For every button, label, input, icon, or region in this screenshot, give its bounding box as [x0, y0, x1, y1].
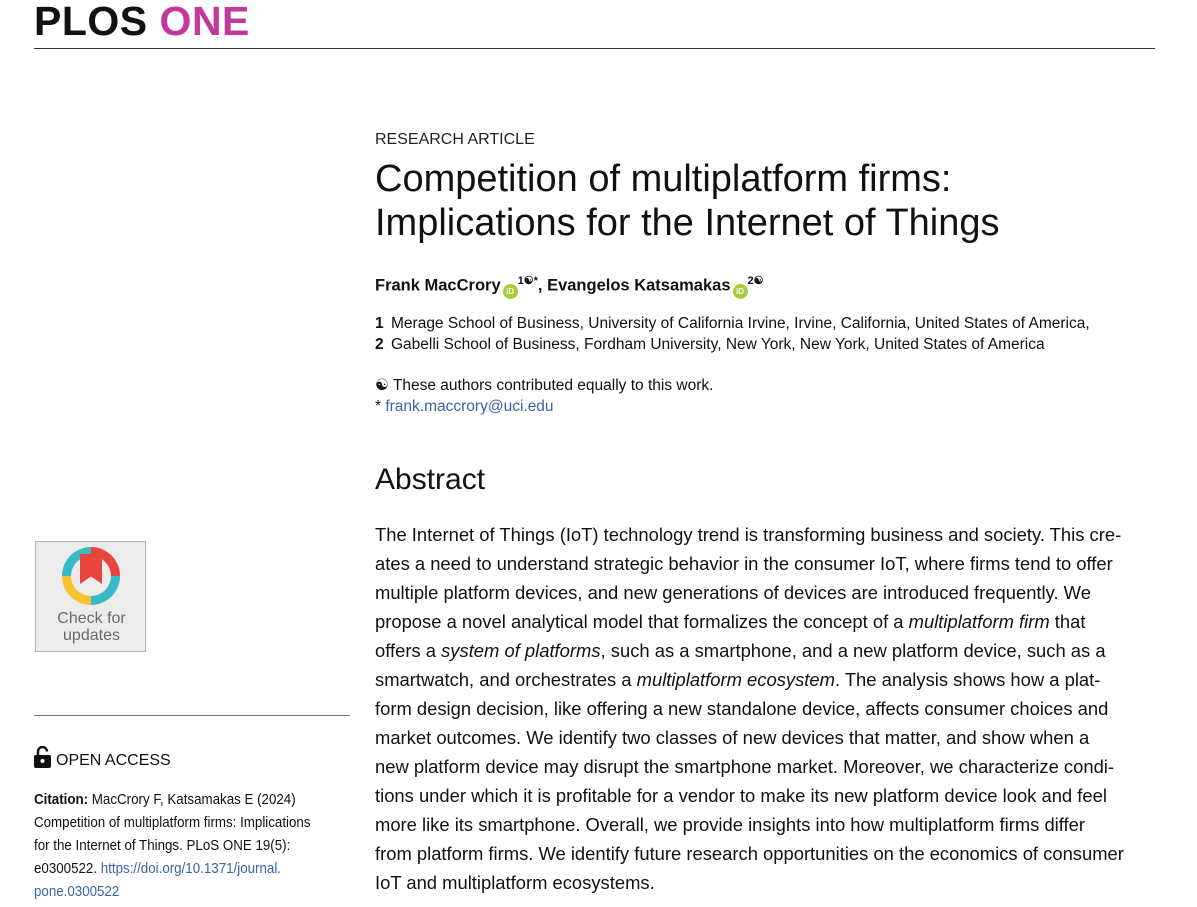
citation-label: Citation: [34, 792, 89, 808]
citation-text: e0300522. [34, 861, 101, 877]
open-lock-icon [34, 746, 52, 773]
abstract-line [375, 839, 1155, 868]
author-2-marks: 2☯ [747, 275, 764, 287]
equal-contribution-note: ☯ These authors contributed equally to this work. [375, 377, 714, 394]
title-line-1: Competition of multiplatform firms: [375, 158, 952, 200]
abstract-text: form design decision, like offering a new standalone device, affects consumer choices and [375, 698, 1109, 719]
title-line-2: Implications for the Internet of Things [375, 202, 1000, 244]
abstract-line [375, 520, 1155, 549]
affiliations [375, 313, 1090, 355]
abstract-line [375, 578, 1155, 607]
abstract-line [375, 607, 1155, 636]
abstract-line [375, 752, 1155, 781]
abstract-emphasis: multiplatform ecosystem [636, 669, 835, 690]
abstract-text: market outcomes. We identify two classes of new devices that matter, and show when a [375, 727, 1090, 748]
logo-plos: PLOS [34, 0, 148, 44]
affiliation-text: Merage School of Business, University of California Irvine, Irvine, California, United States of America, [391, 315, 1090, 332]
orcid-icon[interactable]: iD [733, 284, 748, 299]
citation-text: for the Internet of Things. PLoS ONE 19(5): [34, 838, 291, 854]
open-access-label: OPEN ACCESS [56, 752, 171, 769]
check-for-updates-badge[interactable] [35, 541, 146, 652]
abstract-line [375, 694, 1155, 723]
author-notes [375, 375, 713, 417]
abstract-line [375, 868, 1155, 897]
abstract-text: ates a need to understand strategic behavior in the consumer IoT, where firms tend to offer [375, 553, 1113, 574]
citation-text: Competition of multiplatform firms: Implications [34, 815, 311, 831]
abstract-line [375, 723, 1155, 752]
citation-block [34, 789, 325, 904]
abstract-text: more like its smartphone. Overall, we provide insights into how multiplatform firms differ [375, 814, 1086, 835]
sidebar-divider [34, 715, 350, 716]
affiliation-number: 2 [375, 336, 384, 353]
abstract-line [375, 781, 1155, 810]
abstract-text: new platform device may disrupt the smartphone market. Moreover, we characterize condi- [375, 756, 1115, 777]
journal-logo [34, 0, 250, 45]
logo-one: ONE [159, 0, 250, 44]
abstract-body [375, 520, 1155, 897]
author-1-name[interactable]: Frank MacCrory [375, 276, 501, 295]
abstract-heading: Abstract [375, 463, 486, 496]
abstract-text: , such as a smartphone, and a new platform device, such as a [600, 640, 1106, 661]
abstract-text: smartwatch, and orchestrates a [375, 669, 637, 690]
abstract-text: propose a novel analytical model that formalizes the concept of a [375, 611, 909, 632]
abstract-text: The Internet of Things (IoT) technology trend is transforming business and society. This cre- [375, 524, 1122, 545]
abstract-emphasis: system of platforms [441, 640, 601, 661]
citation-text: MacCrory F, Katsamakas E (2024) [88, 792, 296, 808]
author-list [375, 274, 764, 299]
abstract-line [375, 810, 1155, 839]
author-2-name[interactable]: Evangelos Katsamakas [547, 276, 731, 295]
abstract-text: multiple platform devices, and new generations of devices are introduced frequently. We [375, 582, 1091, 603]
abstract-emphasis: multiplatform firm [908, 611, 1050, 632]
affiliation-item [375, 313, 1090, 334]
doi-link[interactable]: https://doi.org/10.1371/journal. [100, 861, 281, 877]
open-access [34, 746, 171, 773]
orcid-icon[interactable]: iD [503, 284, 518, 299]
abstract-line [375, 549, 1155, 578]
abstract-text: that [1049, 611, 1086, 632]
abstract-text: tions under which it is profitable for a vendor to make its new platform device look and feel [375, 785, 1107, 806]
abstract-text: offers a [375, 640, 442, 661]
affiliation-number: 1 [375, 315, 384, 332]
abstract-text: . The analysis shows how a plat- [834, 669, 1101, 690]
abstract-line [375, 665, 1155, 694]
header-divider [34, 48, 1155, 49]
article-title [375, 157, 1165, 245]
corresponding-author [375, 396, 713, 417]
abstract-line [375, 636, 1155, 665]
author-1-marks: 1☯* [517, 275, 538, 287]
corresponding-mark: * [375, 398, 386, 415]
abstract-text: from platform firms. We identify future research opportunities on the economics of consumer [375, 843, 1124, 864]
author-separator: , [537, 276, 548, 295]
doi-link[interactable]: pone.0300522 [34, 884, 120, 900]
check-for-updates-label: Check for updates [57, 610, 126, 644]
article-type: RESEARCH ARTICLE [375, 131, 535, 148]
abstract-text: IoT and multiplatform ecosystems. [375, 872, 655, 893]
email-link[interactable]: frank.maccrory@uci.edu [385, 398, 554, 415]
affiliation-text: Gabelli School of Business, Fordham University, New York, New York, United States of America [391, 336, 1045, 353]
affiliation-item [375, 334, 1090, 355]
